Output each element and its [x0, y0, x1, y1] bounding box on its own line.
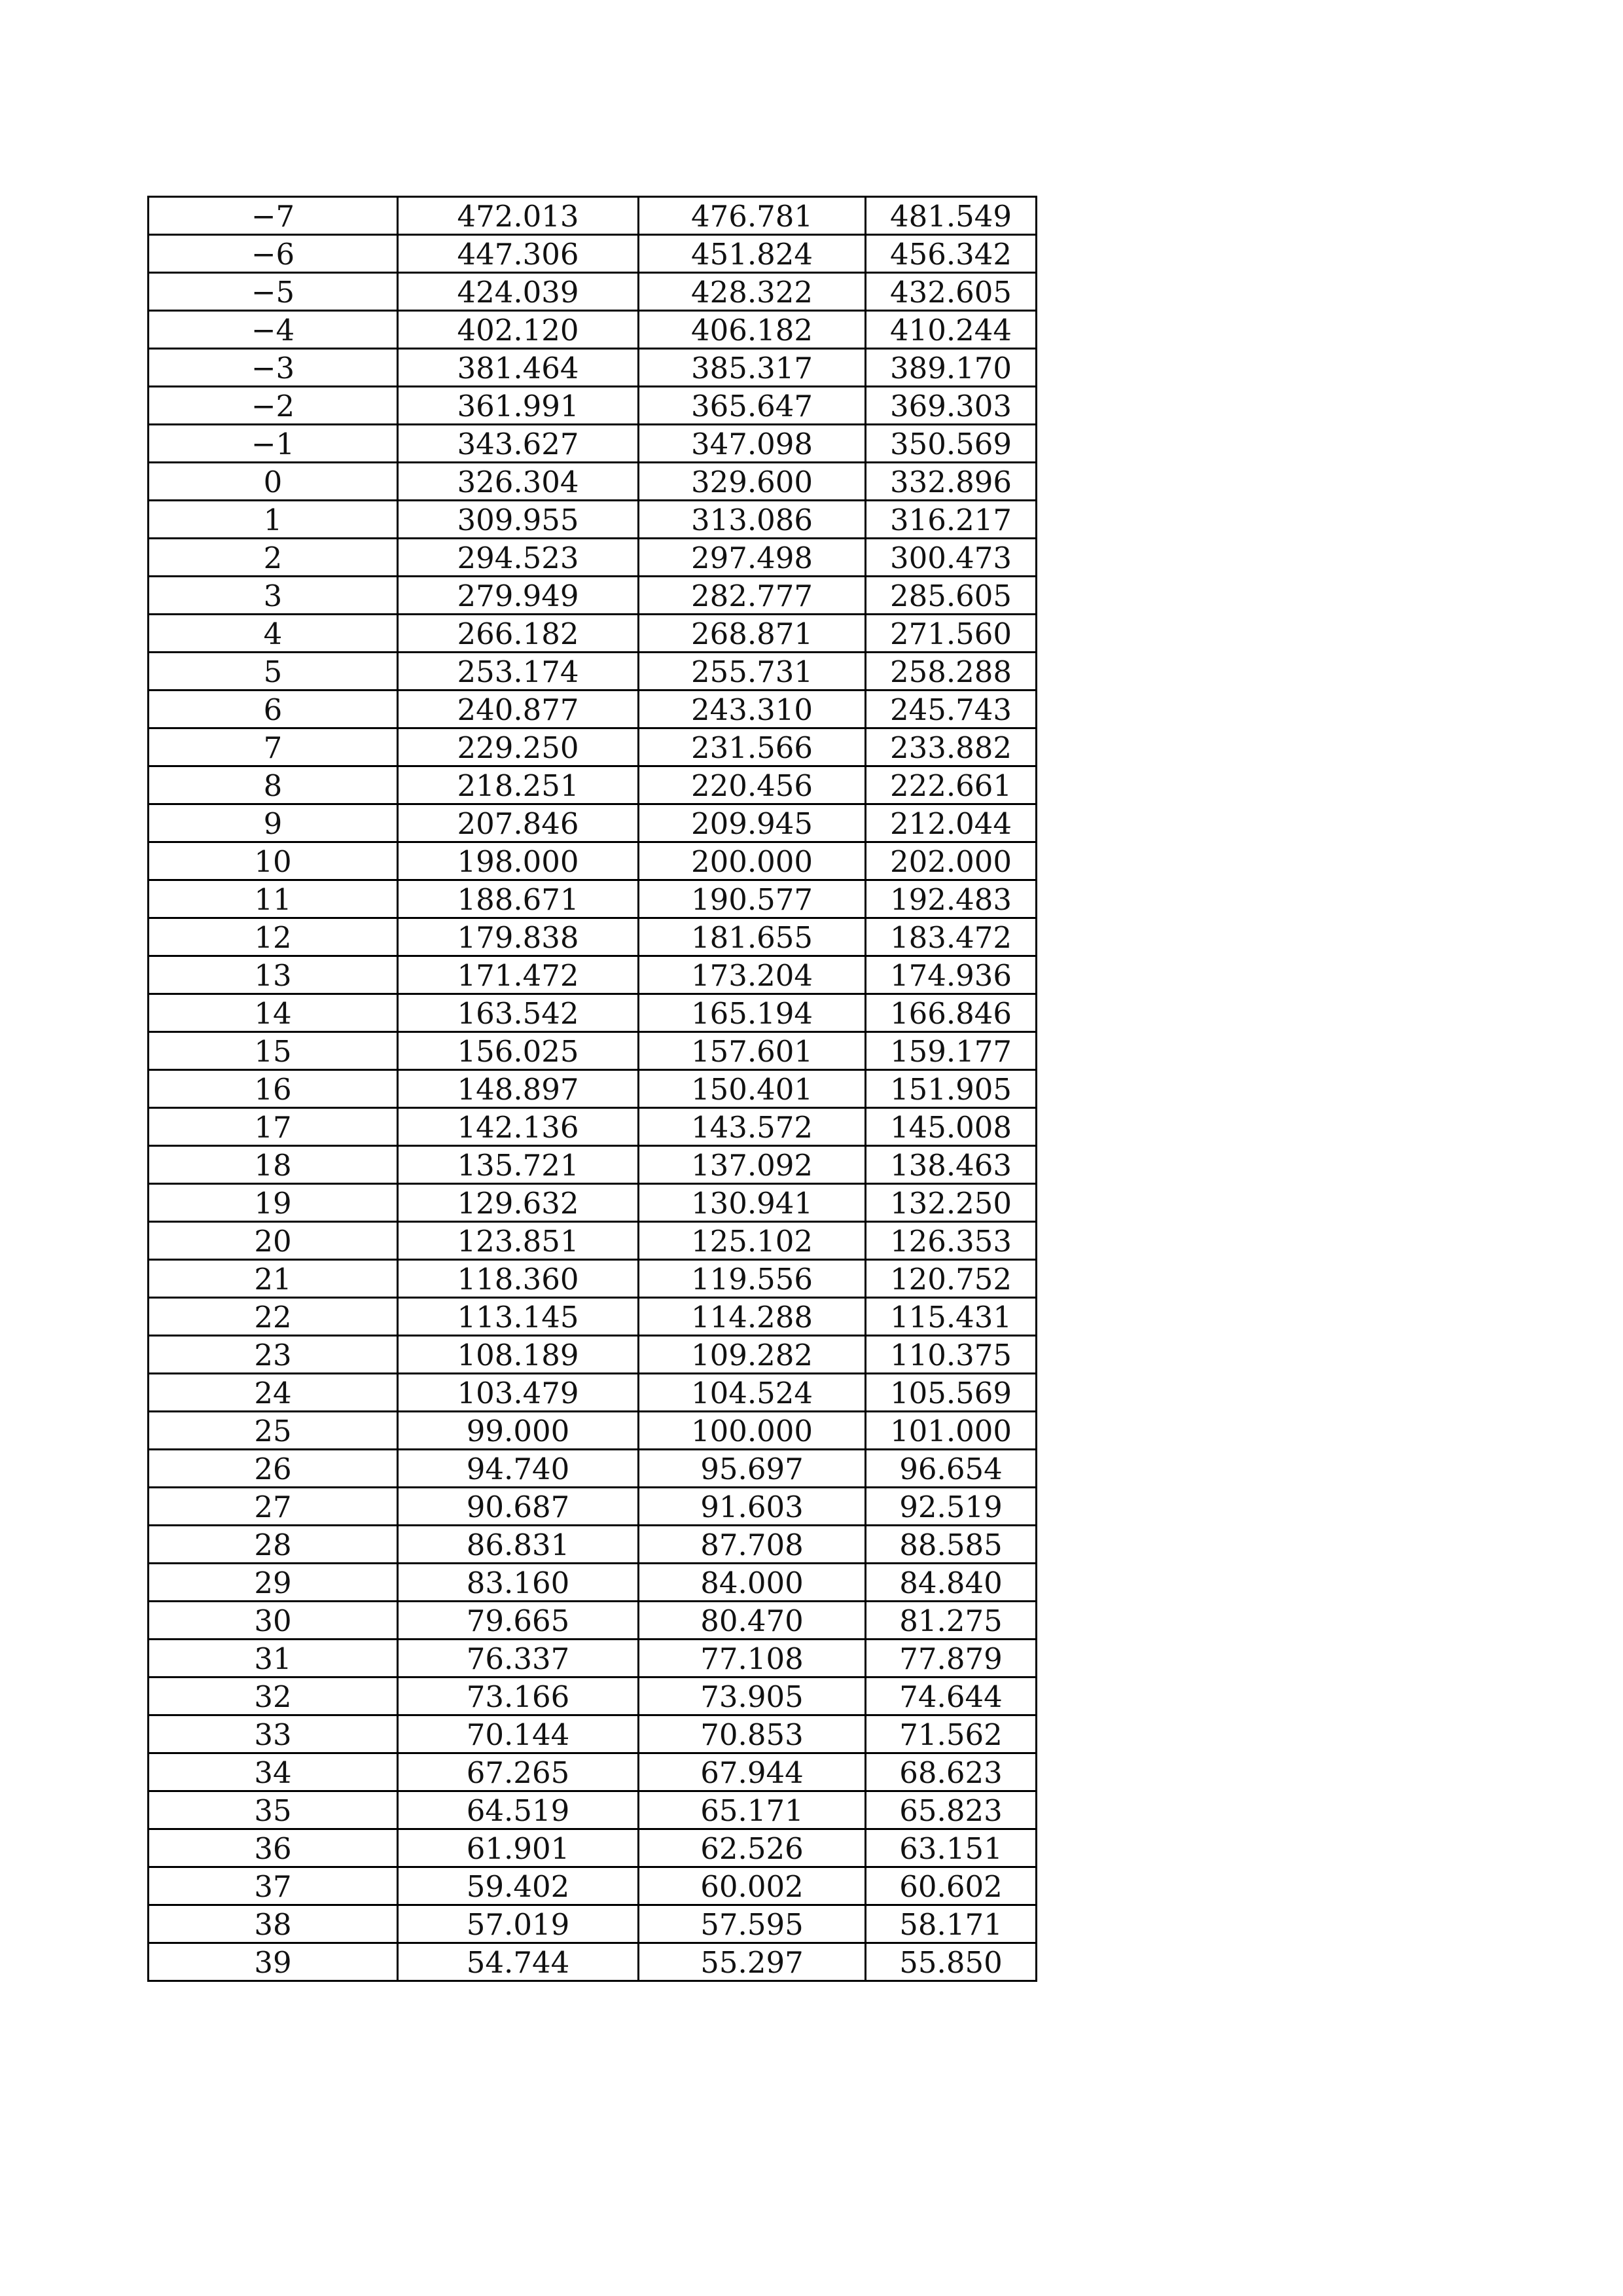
temperature-cell: 22 [149, 1298, 398, 1336]
value-nominal-cell: 181.655 [639, 918, 866, 956]
temperature-cell: 27 [149, 1488, 398, 1526]
value-nominal-cell: 55.297 [639, 1943, 866, 1981]
table-row [149, 1905, 1037, 1943]
temperature-cell: 12 [149, 918, 398, 956]
value-min-cell: 240.877 [398, 691, 639, 728]
temperature-cell: 32 [149, 1677, 398, 1715]
value-nominal-cell: 143.572 [639, 1108, 866, 1146]
temperature-cell: 35 [149, 1791, 398, 1829]
value-min-cell: 113.145 [398, 1298, 639, 1336]
temperature-cell: 38 [149, 1905, 398, 1943]
value-nominal-cell: 231.566 [639, 728, 866, 766]
table-row [149, 235, 1037, 273]
table-row [149, 273, 1037, 311]
value-max-cell: 432.605 [866, 273, 1037, 311]
value-min-cell: 123.851 [398, 1222, 639, 1260]
temperature-cell: 23 [149, 1336, 398, 1374]
value-min-cell: 94.740 [398, 1450, 639, 1488]
value-max-cell: 58.171 [866, 1905, 1037, 1943]
table-row [149, 1298, 1037, 1336]
value-min-cell: 361.991 [398, 387, 639, 425]
table-row [149, 691, 1037, 728]
value-nominal-cell: 428.322 [639, 273, 866, 311]
value-max-cell: 81.275 [866, 1602, 1037, 1640]
temperature-cell: 9 [149, 804, 398, 842]
table-row [149, 1829, 1037, 1867]
value-min-cell: 129.632 [398, 1184, 639, 1222]
temperature-cell: −7 [149, 197, 398, 235]
table-row [149, 197, 1037, 235]
value-min-cell: 309.955 [398, 501, 639, 539]
value-nominal-cell: 60.002 [639, 1867, 866, 1905]
temperature-cell: −4 [149, 311, 398, 349]
table-row [149, 1488, 1037, 1526]
table-row [149, 501, 1037, 539]
value-max-cell: 456.342 [866, 235, 1037, 273]
value-min-cell: 67.265 [398, 1753, 639, 1791]
value-max-cell: 192.483 [866, 880, 1037, 918]
temperature-cell: 30 [149, 1602, 398, 1640]
value-min-cell: 90.687 [398, 1488, 639, 1526]
temperature-cell: 17 [149, 1108, 398, 1146]
temperature-cell: 18 [149, 1146, 398, 1184]
value-nominal-cell: 77.108 [639, 1640, 866, 1677]
value-nominal-cell: 57.595 [639, 1905, 866, 1943]
table-row [149, 311, 1037, 349]
value-max-cell: 271.560 [866, 615, 1037, 653]
value-min-cell: 207.846 [398, 804, 639, 842]
value-max-cell: 96.654 [866, 1450, 1037, 1488]
value-min-cell: 64.519 [398, 1791, 639, 1829]
value-max-cell: 174.936 [866, 956, 1037, 994]
table-row [149, 463, 1037, 501]
table-row [149, 1602, 1037, 1640]
value-min-cell: 171.472 [398, 956, 639, 994]
value-nominal-cell: 62.526 [639, 1829, 866, 1867]
value-min-cell: 76.337 [398, 1640, 639, 1677]
value-min-cell: 266.182 [398, 615, 639, 653]
value-nominal-cell: 385.317 [639, 349, 866, 387]
value-nominal-cell: 73.905 [639, 1677, 866, 1715]
table-row [149, 615, 1037, 653]
value-max-cell: 92.519 [866, 1488, 1037, 1526]
temperature-cell: 26 [149, 1450, 398, 1488]
temperature-cell: 11 [149, 880, 398, 918]
value-min-cell: 103.479 [398, 1374, 639, 1412]
temperature-cell: 33 [149, 1715, 398, 1753]
value-max-cell: 101.000 [866, 1412, 1037, 1450]
value-max-cell: 60.602 [866, 1867, 1037, 1905]
table-row [149, 1640, 1037, 1677]
table-row [149, 653, 1037, 691]
temperature-cell: 15 [149, 1032, 398, 1070]
value-min-cell: 57.019 [398, 1905, 639, 1943]
value-max-cell: 258.288 [866, 653, 1037, 691]
table-row [149, 1374, 1037, 1412]
table-row [149, 1108, 1037, 1146]
table-row [149, 1336, 1037, 1374]
temperature-cell: 37 [149, 1867, 398, 1905]
value-max-cell: 151.905 [866, 1070, 1037, 1108]
value-min-cell: 447.306 [398, 235, 639, 273]
value-max-cell: 166.846 [866, 994, 1037, 1032]
table-row [149, 387, 1037, 425]
value-nominal-cell: 297.498 [639, 539, 866, 577]
temperature-cell: 13 [149, 956, 398, 994]
temperature-cell: 0 [149, 463, 398, 501]
value-min-cell: 343.627 [398, 425, 639, 463]
value-nominal-cell: 347.098 [639, 425, 866, 463]
temperature-cell: 19 [149, 1184, 398, 1222]
temperature-cell: 31 [149, 1640, 398, 1677]
value-min-cell: 70.144 [398, 1715, 639, 1753]
value-nominal-cell: 476.781 [639, 197, 866, 235]
value-nominal-cell: 150.401 [639, 1070, 866, 1108]
value-min-cell: 142.136 [398, 1108, 639, 1146]
value-max-cell: 159.177 [866, 1032, 1037, 1070]
temperature-cell: 24 [149, 1374, 398, 1412]
value-min-cell: 83.160 [398, 1564, 639, 1602]
temperature-cell: 34 [149, 1753, 398, 1791]
value-nominal-cell: 84.000 [639, 1564, 866, 1602]
table-row [149, 349, 1037, 387]
value-min-cell: 61.901 [398, 1829, 639, 1867]
table-row [149, 1526, 1037, 1564]
table-row [149, 728, 1037, 766]
value-max-cell: 110.375 [866, 1336, 1037, 1374]
table-row [149, 1032, 1037, 1070]
data-table-body [149, 197, 1037, 1981]
value-max-cell: 55.850 [866, 1943, 1037, 1981]
table-row [149, 1677, 1037, 1715]
value-nominal-cell: 190.577 [639, 880, 866, 918]
value-nominal-cell: 165.194 [639, 994, 866, 1032]
table-row [149, 1184, 1037, 1222]
value-max-cell: 132.250 [866, 1184, 1037, 1222]
value-min-cell: 108.189 [398, 1336, 639, 1374]
value-nominal-cell: 200.000 [639, 842, 866, 880]
table-row [149, 1222, 1037, 1260]
temperature-cell: −1 [149, 425, 398, 463]
table-row [149, 1867, 1037, 1905]
table-row [149, 1715, 1037, 1753]
value-min-cell: 424.039 [398, 273, 639, 311]
table-row [149, 1943, 1037, 1981]
temperature-cell: 2 [149, 539, 398, 577]
value-nominal-cell: 70.853 [639, 1715, 866, 1753]
temperature-cell: 3 [149, 577, 398, 615]
value-min-cell: 54.744 [398, 1943, 639, 1981]
table-row [149, 994, 1037, 1032]
value-max-cell: 65.823 [866, 1791, 1037, 1829]
value-min-cell: 472.013 [398, 197, 639, 235]
value-max-cell: 245.743 [866, 691, 1037, 728]
temperature-cell: 20 [149, 1222, 398, 1260]
value-nominal-cell: 313.086 [639, 501, 866, 539]
value-nominal-cell: 87.708 [639, 1526, 866, 1564]
value-nominal-cell: 80.470 [639, 1602, 866, 1640]
table-row [149, 956, 1037, 994]
table-row [149, 539, 1037, 577]
table-row [149, 1070, 1037, 1108]
value-nominal-cell: 114.288 [639, 1298, 866, 1336]
value-nominal-cell: 268.871 [639, 615, 866, 653]
value-max-cell: 316.217 [866, 501, 1037, 539]
value-max-cell: 285.605 [866, 577, 1037, 615]
value-max-cell: 389.170 [866, 349, 1037, 387]
value-nominal-cell: 95.697 [639, 1450, 866, 1488]
temperature-cell: −6 [149, 235, 398, 273]
table-row [149, 1564, 1037, 1602]
table-row [149, 1791, 1037, 1829]
value-max-cell: 88.585 [866, 1526, 1037, 1564]
value-min-cell: 402.120 [398, 311, 639, 349]
value-max-cell: 115.431 [866, 1298, 1037, 1336]
value-min-cell: 118.360 [398, 1260, 639, 1298]
value-min-cell: 188.671 [398, 880, 639, 918]
value-max-cell: 74.644 [866, 1677, 1037, 1715]
data-table [147, 196, 1037, 1982]
value-nominal-cell: 406.182 [639, 311, 866, 349]
temperature-cell: 29 [149, 1564, 398, 1602]
value-min-cell: 148.897 [398, 1070, 639, 1108]
value-min-cell: 198.000 [398, 842, 639, 880]
table-row [149, 766, 1037, 804]
value-max-cell: 410.244 [866, 311, 1037, 349]
value-max-cell: 300.473 [866, 539, 1037, 577]
value-min-cell: 79.665 [398, 1602, 639, 1640]
value-max-cell: 63.151 [866, 1829, 1037, 1867]
table-row [149, 918, 1037, 956]
value-max-cell: 145.008 [866, 1108, 1037, 1146]
value-max-cell: 126.353 [866, 1222, 1037, 1260]
value-max-cell: 77.879 [866, 1640, 1037, 1677]
value-max-cell: 212.044 [866, 804, 1037, 842]
temperature-cell: 14 [149, 994, 398, 1032]
value-max-cell: 68.623 [866, 1753, 1037, 1791]
value-min-cell: 156.025 [398, 1032, 639, 1070]
value-min-cell: 381.464 [398, 349, 639, 387]
table-row [149, 804, 1037, 842]
value-min-cell: 99.000 [398, 1412, 639, 1450]
value-min-cell: 59.402 [398, 1867, 639, 1905]
table-row [149, 880, 1037, 918]
temperature-cell: −2 [149, 387, 398, 425]
value-max-cell: 233.882 [866, 728, 1037, 766]
value-min-cell: 326.304 [398, 463, 639, 501]
value-nominal-cell: 65.171 [639, 1791, 866, 1829]
value-min-cell: 294.523 [398, 539, 639, 577]
value-nominal-cell: 282.777 [639, 577, 866, 615]
temperature-cell: 1 [149, 501, 398, 539]
value-max-cell: 350.569 [866, 425, 1037, 463]
temperature-cell: 10 [149, 842, 398, 880]
table-row [149, 1412, 1037, 1450]
temperature-cell: −3 [149, 349, 398, 387]
value-nominal-cell: 255.731 [639, 653, 866, 691]
value-nominal-cell: 157.601 [639, 1032, 866, 1070]
value-nominal-cell: 365.647 [639, 387, 866, 425]
value-max-cell: 202.000 [866, 842, 1037, 880]
value-max-cell: 105.569 [866, 1374, 1037, 1412]
value-nominal-cell: 125.102 [639, 1222, 866, 1260]
table-row [149, 842, 1037, 880]
table-row [149, 425, 1037, 463]
value-max-cell: 71.562 [866, 1715, 1037, 1753]
table-row [149, 1260, 1037, 1298]
table-row [149, 577, 1037, 615]
value-nominal-cell: 173.204 [639, 956, 866, 994]
value-min-cell: 135.721 [398, 1146, 639, 1184]
value-nominal-cell: 137.092 [639, 1146, 866, 1184]
temperature-cell: 36 [149, 1829, 398, 1867]
value-max-cell: 84.840 [866, 1564, 1037, 1602]
temperature-cell: 21 [149, 1260, 398, 1298]
table-row [149, 1450, 1037, 1488]
table-row [149, 1753, 1037, 1791]
temperature-cell: 39 [149, 1943, 398, 1981]
value-nominal-cell: 91.603 [639, 1488, 866, 1526]
value-max-cell: 222.661 [866, 766, 1037, 804]
temperature-cell: 4 [149, 615, 398, 653]
value-min-cell: 179.838 [398, 918, 639, 956]
value-nominal-cell: 109.282 [639, 1336, 866, 1374]
value-min-cell: 279.949 [398, 577, 639, 615]
value-max-cell: 369.303 [866, 387, 1037, 425]
value-max-cell: 481.549 [866, 197, 1037, 235]
value-nominal-cell: 130.941 [639, 1184, 866, 1222]
value-max-cell: 183.472 [866, 918, 1037, 956]
temperature-cell: 8 [149, 766, 398, 804]
temperature-cell: 6 [149, 691, 398, 728]
value-min-cell: 229.250 [398, 728, 639, 766]
value-min-cell: 86.831 [398, 1526, 639, 1564]
temperature-cell: −5 [149, 273, 398, 311]
value-min-cell: 218.251 [398, 766, 639, 804]
value-max-cell: 138.463 [866, 1146, 1037, 1184]
value-nominal-cell: 209.945 [639, 804, 866, 842]
temperature-cell: 7 [149, 728, 398, 766]
temperature-cell: 16 [149, 1070, 398, 1108]
value-nominal-cell: 329.600 [639, 463, 866, 501]
value-nominal-cell: 100.000 [639, 1412, 866, 1450]
value-min-cell: 163.542 [398, 994, 639, 1032]
temperature-cell: 28 [149, 1526, 398, 1564]
value-nominal-cell: 67.944 [639, 1753, 866, 1791]
value-max-cell: 120.752 [866, 1260, 1037, 1298]
temperature-cell: 25 [149, 1412, 398, 1450]
table-row [149, 1146, 1037, 1184]
value-nominal-cell: 451.824 [639, 235, 866, 273]
value-min-cell: 73.166 [398, 1677, 639, 1715]
temperature-cell: 5 [149, 653, 398, 691]
value-max-cell: 332.896 [866, 463, 1037, 501]
value-nominal-cell: 220.456 [639, 766, 866, 804]
value-nominal-cell: 243.310 [639, 691, 866, 728]
value-nominal-cell: 104.524 [639, 1374, 866, 1412]
value-nominal-cell: 119.556 [639, 1260, 866, 1298]
value-min-cell: 253.174 [398, 653, 639, 691]
